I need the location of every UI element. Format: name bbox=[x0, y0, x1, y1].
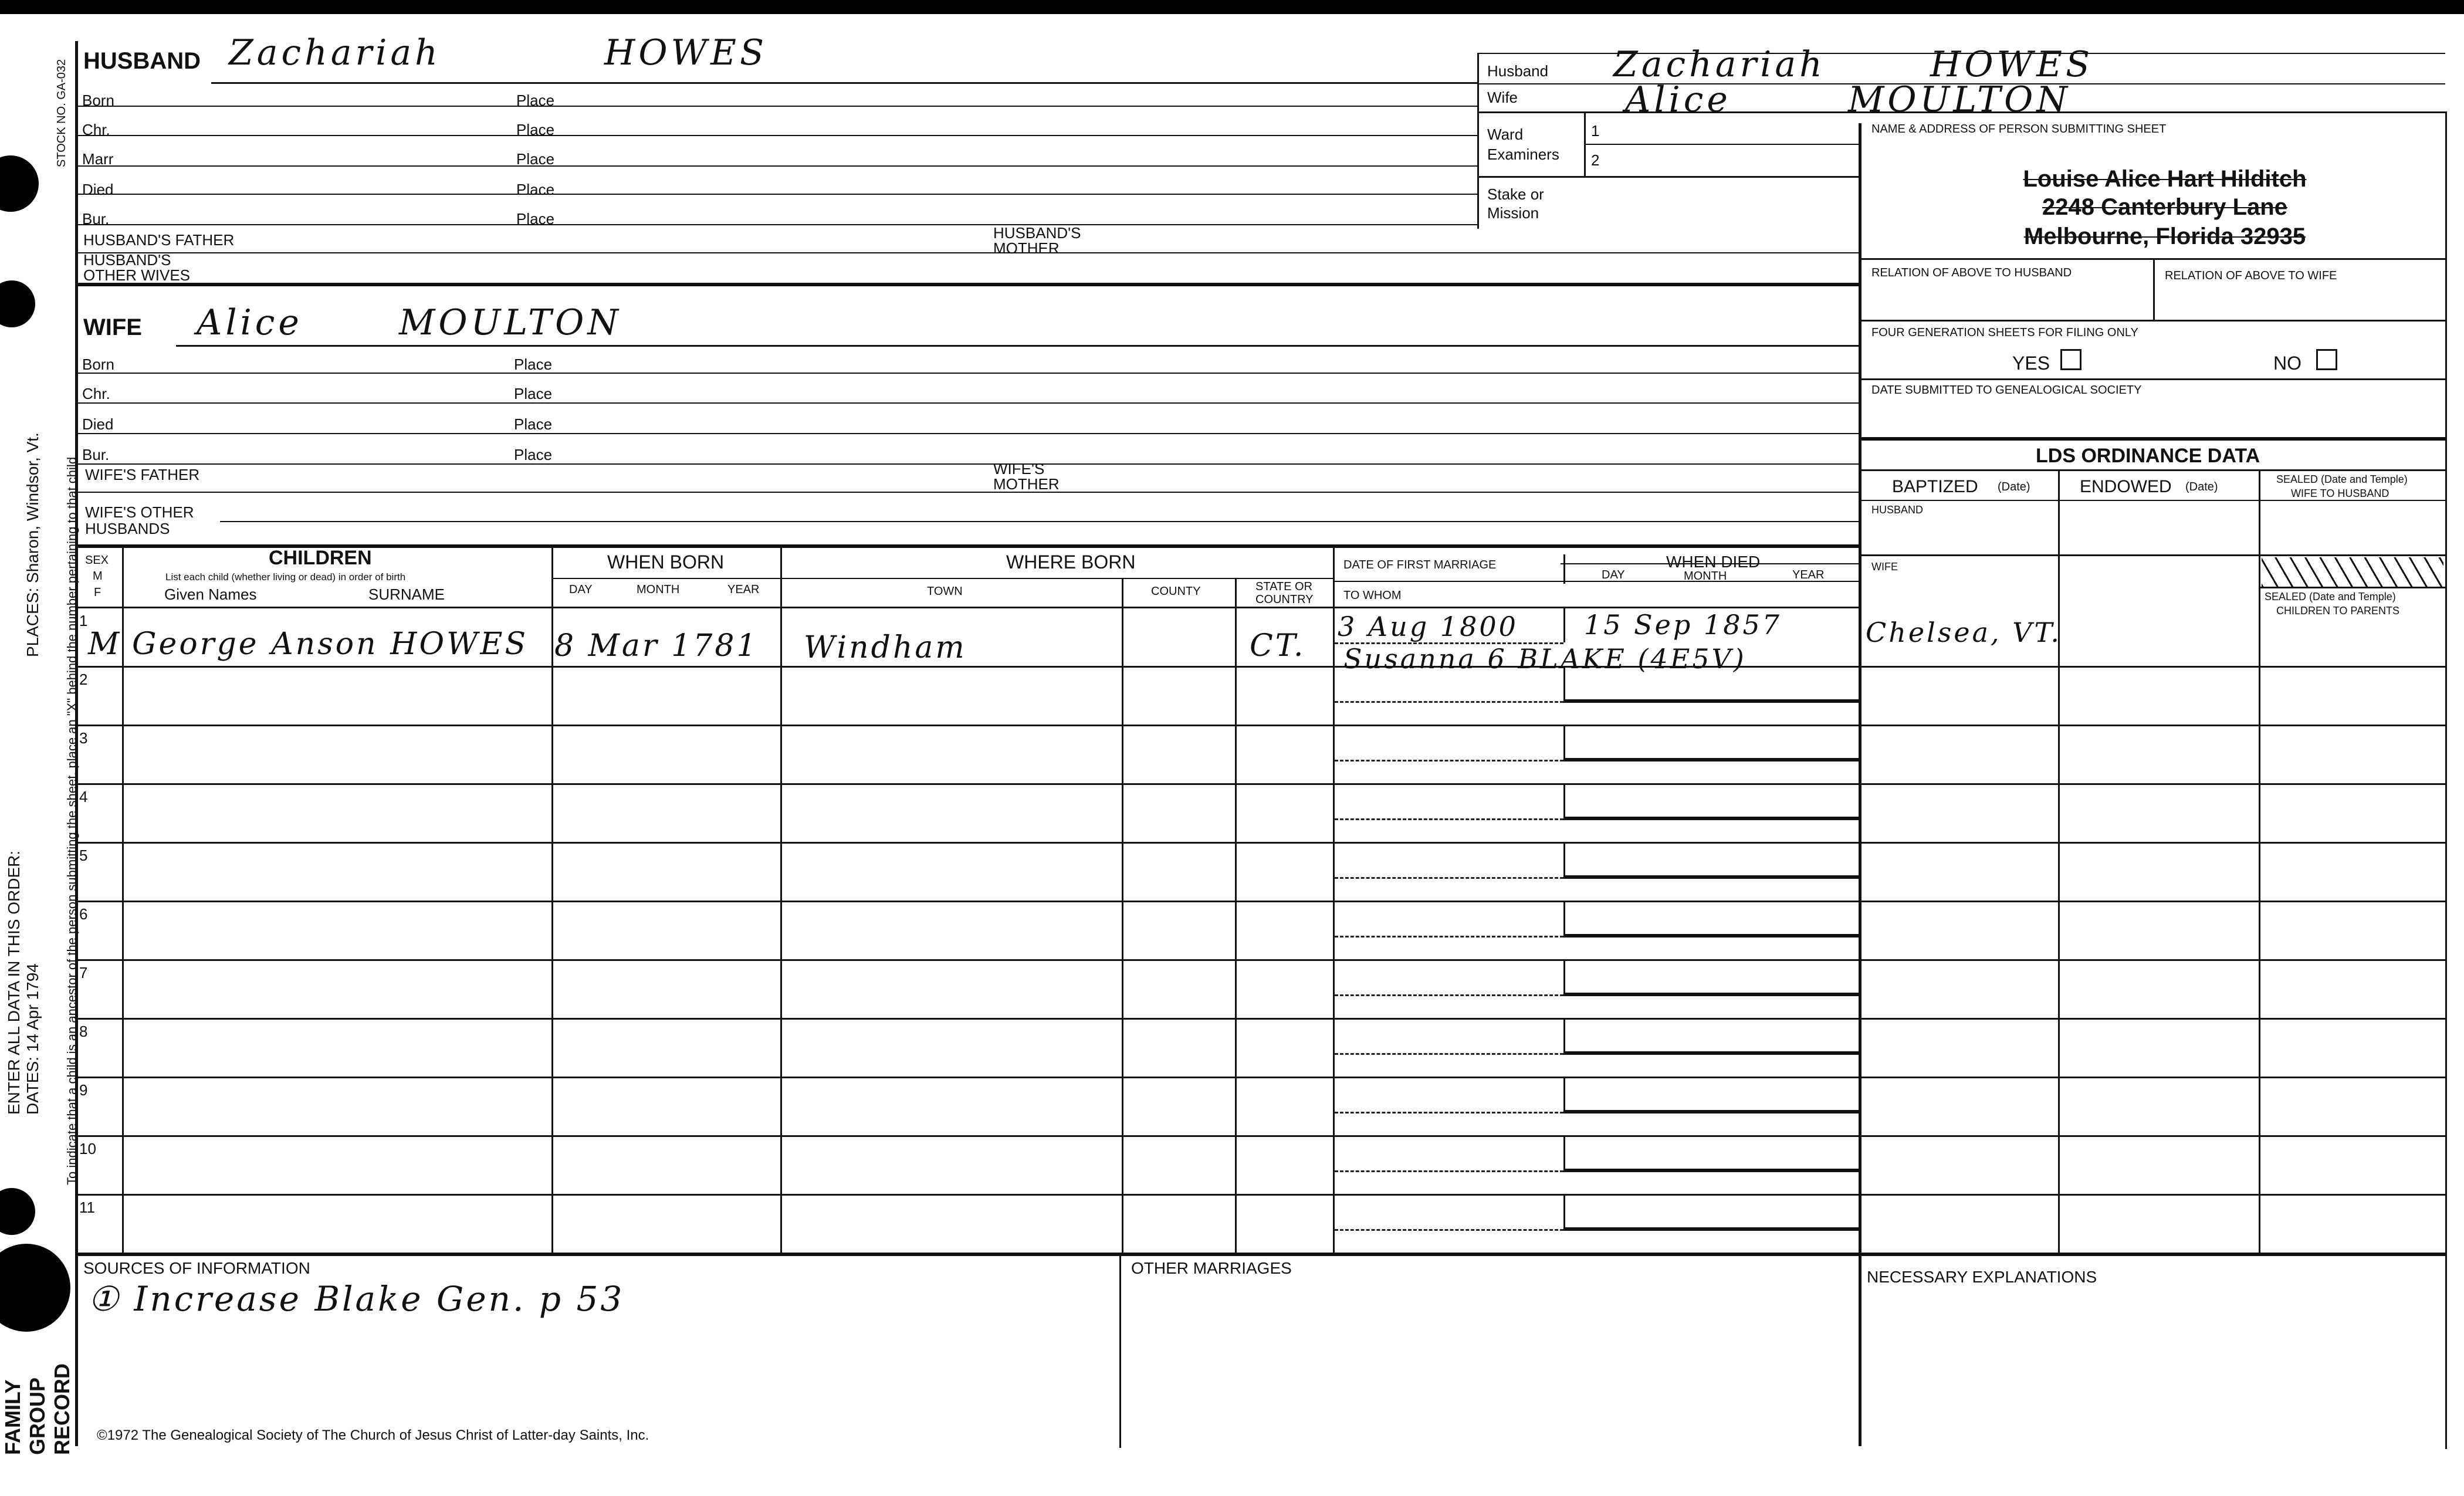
row-dash bbox=[1335, 877, 1563, 879]
sealed-children-label: SEALED (Date and Temple) bbox=[2265, 591, 2396, 603]
row-line bbox=[75, 165, 1477, 167]
where-born-header: WHERE BORN bbox=[1006, 551, 1136, 573]
died-bracket bbox=[1563, 1077, 1565, 1112]
no-label: NO bbox=[2273, 353, 2301, 374]
when-died-header: WHEN DIED bbox=[1666, 553, 1761, 571]
box-line bbox=[2153, 258, 2155, 320]
row-dash bbox=[1335, 936, 1563, 937]
row-number: 11 bbox=[79, 1199, 95, 1216]
row-number: 1 bbox=[79, 612, 88, 629]
child1-temple: Chelsea, VT. bbox=[1866, 617, 2062, 648]
row-dash bbox=[1335, 1053, 1563, 1055]
husband-father-label: HUSBAND'S FATHER bbox=[83, 231, 235, 249]
to-whom-header: TO WHOM bbox=[1343, 589, 1402, 602]
source-entry: ① Increase Blake Gen. p 53 bbox=[88, 1279, 625, 1319]
wife-other-husbands-label: HUSBANDS bbox=[85, 520, 170, 537]
first-marriage-header: DATE OF FIRST MARRIAGE bbox=[1343, 559, 1497, 571]
stock-number: STOCK NO. GA-032 bbox=[55, 59, 68, 167]
husband-name-line bbox=[211, 82, 1478, 84]
row-line bbox=[75, 901, 2445, 902]
place-label: Place bbox=[516, 210, 555, 228]
lds-title: LDS ORDINANCE DATA bbox=[2036, 445, 2260, 467]
surname-header: SURNAME bbox=[368, 585, 445, 603]
box-wife-label: Wife bbox=[1487, 89, 1518, 106]
row-line bbox=[75, 194, 1477, 195]
husband-bur-label: Bur. bbox=[82, 210, 110, 228]
died-bracket bbox=[1563, 1110, 1859, 1113]
relation-husband-label: RELATION OF ABOVE TO HUSBAND bbox=[1871, 266, 2072, 279]
wife-given-name: Alice bbox=[197, 302, 303, 343]
state-header: STATE OR bbox=[1255, 580, 1313, 593]
row-line bbox=[75, 1018, 2445, 1020]
yes-checkbox[interactable] bbox=[2060, 349, 2081, 370]
husband-given-name: Zachariah bbox=[229, 32, 441, 73]
died-month-header: MONTH bbox=[1684, 570, 1727, 583]
row-line bbox=[75, 135, 1477, 136]
died-bracket bbox=[1563, 758, 1859, 761]
died-bracket bbox=[1563, 699, 1859, 703]
county-header: COUNTY bbox=[1151, 585, 1201, 598]
husband-label: HUSBAND bbox=[83, 48, 201, 74]
row-number: 9 bbox=[79, 1081, 88, 1099]
given-names-header: Given Names bbox=[164, 585, 257, 603]
row-line bbox=[75, 1194, 2445, 1196]
children-header: CHILDREN bbox=[269, 547, 372, 569]
examiner-2: 2 bbox=[1591, 151, 1600, 169]
wife-other-husbands-label: WIFE'S OTHER bbox=[85, 503, 194, 521]
col-line bbox=[1333, 544, 1335, 1254]
died-day-header: DAY bbox=[1602, 568, 1625, 581]
town-header: TOWN bbox=[927, 585, 963, 598]
box-line bbox=[1477, 176, 1859, 178]
box-line bbox=[1859, 378, 2445, 380]
punch-hole bbox=[0, 155, 39, 212]
header-line bbox=[780, 578, 1333, 579]
row-number: 8 bbox=[79, 1023, 88, 1040]
husband-marr-label: Marr bbox=[82, 150, 114, 168]
died-bracket bbox=[1563, 993, 1859, 996]
field-line bbox=[132, 106, 507, 107]
row-line bbox=[75, 1135, 2445, 1137]
sex-header: SEX bbox=[85, 554, 109, 567]
lds-sealed-label: WIFE TO HUSBAND bbox=[2291, 488, 2389, 499]
husband-other-wives-label: HUSBAND'S bbox=[83, 251, 171, 269]
places-line: PLACES: Sharon, Windsor, Vt. bbox=[23, 432, 42, 657]
sex-m-header: M bbox=[93, 570, 103, 583]
stake-label: Stake or bbox=[1487, 185, 1544, 203]
husband-surname: HOWES bbox=[604, 32, 768, 73]
row-number: 4 bbox=[79, 788, 88, 805]
sealed-children-label: CHILDREN TO PARENTS bbox=[2276, 605, 2400, 617]
row-dash bbox=[1335, 760, 1563, 761]
died-bracket bbox=[1563, 1051, 1859, 1055]
copyright: ©1972 The Genealogical Society of The Church of Jesus Christ of Latter-day Saints, Inc. bbox=[97, 1427, 649, 1443]
box-line bbox=[1859, 469, 2445, 471]
row-number: 3 bbox=[79, 729, 88, 747]
necessary-explanations-label: NECESSARY EXPLANATIONS bbox=[1867, 1268, 2097, 1286]
year-header: YEAR bbox=[727, 583, 760, 596]
row-dash bbox=[1335, 994, 1563, 996]
died-bracket bbox=[1563, 1194, 1565, 1229]
died-bracket bbox=[1563, 875, 1859, 879]
row-dash bbox=[1335, 1170, 1563, 1172]
husband-died-label: Died bbox=[82, 181, 114, 198]
died-bracket bbox=[1563, 842, 1565, 877]
row-line bbox=[75, 959, 2445, 961]
husband-chr-label: Chr. bbox=[82, 121, 110, 138]
lds-husband-label: HUSBAND bbox=[1871, 504, 1924, 516]
submitter-street: 2248 Canterbury Lane bbox=[2042, 194, 2287, 220]
lds-sealed-label: SEALED (Date and Temple) bbox=[2276, 473, 2408, 485]
died-bracket bbox=[1563, 1135, 1565, 1170]
ward-label: Ward bbox=[1487, 126, 1524, 143]
died-bracket bbox=[1563, 959, 1565, 994]
lds-date-label: (Date) bbox=[1998, 480, 2030, 493]
yes-label: YES bbox=[2012, 353, 2050, 374]
when-born-header: WHEN BORN bbox=[607, 551, 725, 573]
died-bracket bbox=[1563, 1169, 1859, 1172]
other-marriages-label: OTHER MARRIAGES bbox=[1131, 1259, 1292, 1277]
box-husband-label: Husband bbox=[1487, 62, 1549, 80]
child1-sex: M bbox=[88, 627, 122, 662]
punch-hole bbox=[0, 1244, 70, 1332]
row-dash bbox=[1335, 1229, 1563, 1231]
wife-label: WIFE bbox=[83, 314, 142, 340]
col-line bbox=[2058, 469, 2060, 1255]
row-line bbox=[75, 373, 1859, 374]
row-line bbox=[75, 224, 1477, 225]
lds-date-label: (Date) bbox=[2185, 480, 2218, 493]
wife-mother-label: WIFE'S bbox=[993, 460, 1045, 478]
box-wife-surname: MOULTON bbox=[1848, 79, 2071, 120]
ancestor-note: To indicate that a child is an ancestor of the person submitting the sheet, place an "X" behind the number pertaining to that child bbox=[65, 456, 79, 1185]
examiner-1: 1 bbox=[1591, 122, 1600, 140]
day-header: DAY bbox=[569, 583, 593, 596]
died-bracket bbox=[1563, 934, 1859, 937]
died-bracket bbox=[1563, 901, 1565, 936]
header-line bbox=[75, 607, 1859, 608]
child1-name: George Anson HOWES bbox=[132, 627, 529, 662]
sex-f-header: F bbox=[94, 586, 101, 599]
place-label: Place bbox=[516, 121, 555, 138]
row-number: 6 bbox=[79, 905, 88, 923]
row-line bbox=[75, 252, 1859, 253]
row-line bbox=[220, 521, 1859, 522]
box-line bbox=[2259, 587, 2445, 588]
place-label: Place bbox=[516, 92, 555, 109]
box-husband-given: Zachariah bbox=[1613, 44, 1826, 85]
box-husband-surname: HOWES bbox=[1930, 44, 2094, 85]
row-line bbox=[75, 842, 2445, 844]
lds-baptized-label: BAPTIZED bbox=[1892, 477, 1978, 496]
wife-mother-label: MOTHER bbox=[993, 475, 1060, 493]
row-line bbox=[75, 492, 1859, 493]
footer-divider bbox=[1119, 1254, 1121, 1448]
mission-label: Mission bbox=[1487, 204, 1539, 222]
wife-father-label: WIFE'S FATHER bbox=[85, 466, 200, 483]
sealed-hatch bbox=[2262, 557, 2443, 587]
place-label: Place bbox=[514, 415, 553, 433]
submitter-label: NAME & ADDRESS OF PERSON SUBMITTING SHEET bbox=[1871, 123, 2167, 136]
died-bracket bbox=[1563, 1227, 1859, 1231]
row-line bbox=[75, 1253, 2445, 1256]
child1-state: CT. bbox=[1250, 628, 1306, 664]
husband-other-wives-label: OTHER WIVES bbox=[83, 266, 191, 284]
box-line bbox=[1859, 554, 2445, 556]
child1-born: 8 Mar 1781 bbox=[554, 628, 759, 664]
row-number: 5 bbox=[79, 847, 88, 864]
row-line bbox=[75, 725, 2445, 726]
place-label: Place bbox=[516, 150, 555, 168]
col-line bbox=[1235, 578, 1237, 1254]
row-dash bbox=[1335, 1112, 1563, 1113]
dates-line: DATES: 14 Apr 1794 bbox=[23, 963, 42, 1115]
row-dash bbox=[1335, 818, 1563, 820]
punch-hole bbox=[0, 280, 35, 327]
box-line bbox=[1584, 144, 1860, 145]
form-title: RECORD bbox=[50, 1363, 74, 1455]
row-line bbox=[75, 1077, 2445, 1078]
husband-mother-label: HUSBAND'S bbox=[993, 224, 1081, 242]
top-border bbox=[0, 0, 2464, 14]
punch-hole bbox=[0, 1188, 35, 1235]
examiners-label: Examiners bbox=[1487, 145, 1559, 163]
box-line bbox=[1859, 320, 2445, 321]
submitter-city: Melbourne, Florida 32935 bbox=[2023, 224, 2306, 249]
box-line bbox=[1477, 53, 1479, 229]
row-number: 7 bbox=[79, 964, 88, 981]
wife-bur-label: Bur. bbox=[82, 446, 110, 463]
row-line bbox=[75, 463, 1859, 465]
died-bracket bbox=[1563, 817, 1859, 820]
header-line bbox=[1561, 563, 1859, 564]
row-line bbox=[75, 666, 2445, 668]
row-dash bbox=[1335, 701, 1563, 703]
box-line bbox=[1477, 111, 2445, 113]
place-label: Place bbox=[514, 385, 553, 402]
children-list-note: List each child (whether living or dead) in order of birth bbox=[165, 571, 406, 583]
child1-town: Windham bbox=[804, 630, 967, 665]
submitter-name: Louise Alice Hart Hilditch bbox=[2023, 166, 2307, 192]
country-header: COUNTRY bbox=[1255, 593, 1314, 606]
row-number: 10 bbox=[79, 1140, 96, 1157]
month-header: MONTH bbox=[637, 583, 680, 596]
header-line bbox=[1333, 581, 1859, 582]
child1-died: 15 Sep 1857 bbox=[1584, 609, 1782, 641]
relation-wife-label: RELATION OF ABOVE TO WIFE bbox=[2165, 269, 2337, 282]
box-line bbox=[1859, 437, 2445, 441]
died-bracket bbox=[1563, 607, 1565, 642]
sources-label: SOURCES OF INFORMATION bbox=[83, 1259, 310, 1277]
died-bracket bbox=[1563, 725, 1565, 760]
row-line bbox=[75, 433, 1859, 434]
child1-spouse: Susanna 6 BLAKE (4E5V) bbox=[1343, 643, 1747, 675]
box-line bbox=[1859, 258, 2445, 260]
place-label: Place bbox=[516, 181, 555, 198]
four-gen-label: FOUR GENERATION SHEETS FOR FILING ONLY bbox=[1871, 326, 2138, 339]
col-line bbox=[780, 544, 782, 1254]
header-line bbox=[553, 578, 781, 579]
box-line bbox=[1859, 500, 2445, 501]
date-submitted-label: DATE SUBMITTED TO GENEALOGICAL SOCIETY bbox=[1871, 384, 2142, 397]
enter-all-instruction: ENTER ALL DATA IN THIS ORDER: bbox=[5, 850, 23, 1115]
lds-endowed-label: ENDOWED bbox=[2080, 477, 2172, 496]
col-line bbox=[551, 544, 553, 1254]
died-bracket bbox=[1563, 1018, 1565, 1053]
child1-marriage-date: 3 Aug 1800 bbox=[1338, 611, 1518, 642]
lds-wife-label: WIFE bbox=[1871, 561, 1898, 573]
wife-chr-label: Chr. bbox=[82, 385, 110, 402]
frame-right bbox=[2445, 111, 2447, 1449]
col-line bbox=[1122, 578, 1123, 1254]
box-wife-given: Alice bbox=[1625, 79, 1731, 120]
row-line bbox=[75, 783, 2445, 785]
form-title: FAMILY bbox=[1, 1379, 25, 1455]
no-checkbox[interactable] bbox=[2316, 349, 2337, 370]
col-line bbox=[122, 544, 124, 1254]
wife-born-label: Born bbox=[82, 356, 114, 373]
section-divider bbox=[75, 283, 1859, 286]
col-line bbox=[1563, 554, 1565, 584]
husband-born-label: Born bbox=[82, 92, 114, 109]
husband-mother-label: MOTHER bbox=[993, 239, 1060, 257]
wife-died-label: Died bbox=[82, 415, 114, 433]
form-title: GROUP bbox=[25, 1377, 49, 1455]
row-number: 2 bbox=[79, 671, 88, 688]
row-line bbox=[75, 402, 1859, 404]
wife-name-line bbox=[176, 345, 1859, 347]
died-bracket bbox=[1563, 783, 1565, 818]
place-label: Place bbox=[514, 446, 553, 463]
wife-surname: MOULTON bbox=[399, 302, 622, 343]
place-label: Place bbox=[514, 356, 553, 373]
died-year-header: YEAR bbox=[1792, 568, 1825, 581]
